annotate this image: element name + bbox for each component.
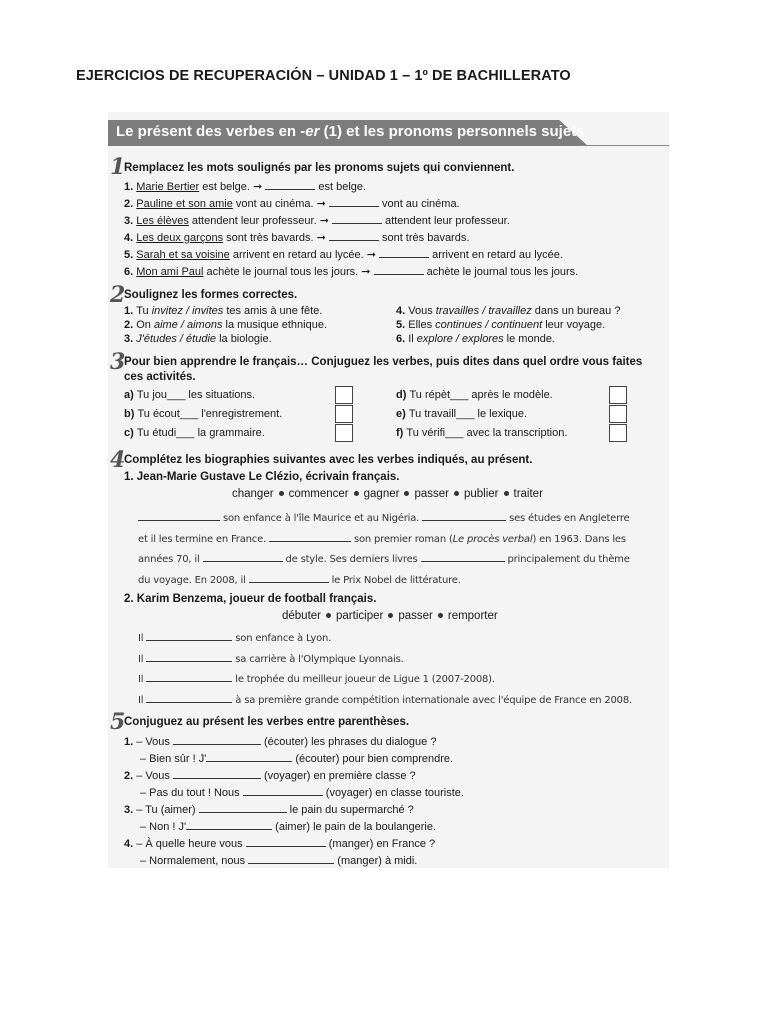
choice-options[interactable]: invitez / invites bbox=[151, 305, 224, 317]
sentence-part: Tu vérifi___ avec la transcription. bbox=[406, 427, 568, 439]
answer-blank[interactable] bbox=[146, 692, 232, 703]
biography-1-line bbox=[138, 572, 461, 586]
item-number: 4. bbox=[124, 232, 137, 244]
exercise-3-row bbox=[124, 389, 255, 401]
item-number: 3. bbox=[124, 215, 137, 227]
item-number: 4. bbox=[124, 838, 137, 850]
choice-options[interactable]: continues / continuent bbox=[435, 319, 543, 331]
banner-title: Le présent des verbes en -er (1) et les pronoms personnels sujets bbox=[116, 123, 585, 140]
item-letter: d) bbox=[396, 389, 410, 401]
exercise-2-row bbox=[396, 305, 620, 317]
exercise-1-row bbox=[124, 247, 563, 261]
sentence-part: Il bbox=[138, 694, 147, 706]
sentence-part: est belge. bbox=[315, 181, 367, 193]
sentence-part: attendent leur professeur. ➞ bbox=[188, 215, 332, 227]
answer-blank[interactable] bbox=[249, 572, 329, 583]
answer-blank[interactable] bbox=[248, 853, 334, 864]
sentence-part: arrivent en retard au lycée. bbox=[429, 249, 563, 261]
bullet-dot bbox=[404, 491, 409, 496]
pronoun-blank[interactable] bbox=[329, 230, 379, 241]
sentence-part: son enfance à l'île Maurice et au Nigéria. bbox=[220, 513, 423, 524]
order-checkbox[interactable] bbox=[609, 424, 627, 442]
biography-1-line bbox=[138, 551, 630, 565]
underlined-subject: Marie Bertier bbox=[136, 181, 200, 193]
sentence-part: (manger) à midi. bbox=[334, 855, 418, 867]
answer-blank[interactable] bbox=[173, 734, 261, 745]
choice-options[interactable]: J'études / étudie bbox=[136, 333, 217, 345]
item-number: 4. bbox=[396, 305, 409, 317]
biography-2-line bbox=[138, 692, 632, 706]
answer-blank[interactable] bbox=[243, 785, 323, 796]
bullet-dot bbox=[326, 613, 331, 618]
sentence-part: la musique ethnique. bbox=[222, 319, 328, 331]
choice-options[interactable]: travailles / travaillez bbox=[435, 305, 532, 317]
verb: participer bbox=[336, 610, 384, 622]
sentence-part: (manger) en France ? bbox=[325, 838, 436, 850]
bullet-dot bbox=[438, 613, 443, 618]
bullet-dot bbox=[504, 491, 509, 496]
sentence-part: ) en 1963. Dans les bbox=[532, 533, 626, 545]
biography-2-line bbox=[138, 630, 331, 644]
biography-2-title: 2. Karim Benzema, joueur de football français. bbox=[124, 593, 377, 605]
answer-blank[interactable] bbox=[203, 551, 283, 562]
sentence-part: Tu travaill___ le lexique. bbox=[408, 408, 528, 420]
sentence-part: le Prix Nobel de littérature. bbox=[328, 574, 461, 586]
exercise-3-row bbox=[396, 427, 567, 439]
exercise-1-row bbox=[124, 196, 460, 210]
sentence-part: – Non ! J' bbox=[140, 821, 187, 833]
item-number: 1. bbox=[124, 736, 137, 748]
underlined-subject: Pauline et son amie bbox=[136, 198, 233, 210]
item-letter: b) bbox=[124, 408, 138, 420]
verb: commencer bbox=[288, 488, 349, 500]
exercise-5-answer bbox=[140, 785, 464, 799]
sentence-part: – Vous bbox=[136, 770, 173, 782]
exercise-2-row bbox=[396, 333, 555, 345]
item-number: 3. bbox=[124, 804, 137, 816]
biography-1-verb-list bbox=[232, 488, 543, 500]
sentence-part: (écouter) pour bien comprendre. bbox=[292, 753, 454, 765]
sentence-part: principalement du thème bbox=[504, 554, 630, 565]
biography-1-title: 1. Jean-Marie Gustave Le Clézio, écrivain français. bbox=[124, 471, 400, 483]
exercise-1-number: 1 bbox=[110, 154, 126, 180]
exercise-4-heading: Complétez les biographies suivantes avec les verbes indiqués, au présent. bbox=[124, 454, 533, 466]
order-checkbox[interactable] bbox=[335, 424, 353, 442]
exercise-1-row bbox=[124, 230, 469, 244]
exercise-2-row bbox=[124, 319, 327, 331]
sentence-part: Elles bbox=[408, 319, 436, 331]
answer-blank[interactable] bbox=[422, 510, 506, 521]
exercise-5-answer bbox=[140, 751, 453, 765]
item-number: 6. bbox=[396, 333, 409, 345]
item-number: 6. bbox=[124, 266, 137, 278]
sentence-part: ses études en Angleterre bbox=[506, 513, 630, 524]
sentence-part: Tu écout___ l'enregistrement. bbox=[137, 408, 283, 420]
answer-blank[interactable] bbox=[269, 531, 351, 542]
exercise-2-row bbox=[396, 319, 605, 331]
sentence-part: leur voyage. bbox=[542, 319, 606, 331]
sentence-part: Tu jou___ les situations. bbox=[136, 389, 256, 401]
answer-blank[interactable] bbox=[146, 651, 232, 662]
biography-2-line bbox=[138, 671, 495, 685]
exercise-3-heading-line1: Pour bien apprendre le français… Conjuguez les verbes, puis dites dans quel ordre vous faites bbox=[124, 356, 643, 368]
sentence-part: son premier roman ( bbox=[350, 533, 453, 545]
order-checkbox[interactable] bbox=[335, 405, 353, 423]
section-banner bbox=[108, 120, 669, 146]
item-letter: f) bbox=[396, 427, 407, 439]
underlined-subject: Sarah et sa voisine bbox=[136, 249, 230, 261]
document-title: EJERCICIOS DE RECUPERACIÓN – UNIDAD 1 – 1º DE BACHILLERATO bbox=[76, 68, 571, 84]
sentence-part: sont très bavards. bbox=[378, 232, 470, 244]
verb: traiter bbox=[513, 488, 543, 500]
exercise-5-question bbox=[124, 768, 416, 782]
exercise-5-question bbox=[124, 734, 436, 748]
worksheet bbox=[108, 112, 669, 868]
exercise-5-question bbox=[124, 836, 435, 850]
verb: changer bbox=[232, 488, 274, 500]
sentence-part: vont au cinéma. bbox=[378, 198, 460, 210]
exercise-3-row bbox=[396, 389, 553, 401]
exercise-5-answer bbox=[140, 853, 417, 867]
biography-2-line bbox=[138, 651, 404, 665]
banner-line bbox=[578, 145, 669, 146]
sentence-part: – Tu (aimer) bbox=[136, 804, 199, 816]
exercise-3-row bbox=[124, 427, 265, 439]
exercise-3-row bbox=[124, 408, 282, 420]
sentence-part: est belge. ➞ bbox=[199, 181, 266, 193]
answer-blank[interactable] bbox=[146, 671, 232, 682]
verb: gagner bbox=[363, 488, 400, 500]
answer-blank[interactable] bbox=[199, 802, 287, 813]
order-checkbox[interactable] bbox=[609, 405, 627, 423]
bullet-dot bbox=[388, 613, 393, 618]
sentence-part: attendent leur professeur. bbox=[381, 215, 510, 227]
biography-1-line bbox=[138, 531, 626, 545]
verb: passer bbox=[414, 488, 449, 500]
pronoun-blank[interactable] bbox=[374, 264, 424, 275]
sentence-part: du voyage. En 2008, il bbox=[138, 574, 249, 586]
sentence-part: – À quelle heure vous bbox=[136, 838, 246, 850]
sentence-part: Vous bbox=[408, 305, 436, 317]
order-checkbox[interactable] bbox=[335, 386, 353, 404]
item-number: 1. bbox=[124, 305, 137, 317]
sentence-part: la biologie. bbox=[216, 333, 272, 345]
pronoun-blank[interactable] bbox=[265, 179, 315, 190]
item-number: 2. bbox=[124, 770, 137, 782]
verb: passer bbox=[398, 610, 433, 622]
sentence-part: – Vous bbox=[136, 736, 173, 748]
bullet-dot bbox=[454, 491, 459, 496]
pronoun-blank[interactable] bbox=[329, 196, 379, 207]
sentence-part: Il bbox=[408, 333, 417, 345]
verb: débuter bbox=[282, 610, 322, 622]
sentence-part: sa carrière à l'Olympique Lyonnais. bbox=[232, 653, 404, 665]
item-number: 3. bbox=[124, 333, 137, 345]
answer-blank[interactable] bbox=[146, 630, 232, 641]
exercise-5-answer bbox=[140, 819, 436, 833]
sentence-part: Tu étudi___ la grammaire. bbox=[136, 427, 265, 439]
item-number: 2. bbox=[124, 198, 137, 210]
biography-2-verb-list bbox=[282, 610, 498, 622]
exercise-3-heading-line2: ces activités. bbox=[124, 371, 196, 383]
bullet-dot bbox=[354, 491, 359, 496]
sentence-part: achète le journal tous les jours. bbox=[423, 266, 579, 278]
sentence-part: – Normalement, nous bbox=[140, 855, 249, 867]
underlined-subject: Mon ami Paul bbox=[136, 266, 204, 278]
item-number: 2. bbox=[124, 319, 137, 331]
exercise-5-number: 5 bbox=[110, 709, 126, 735]
sentence-part: et il les termine en France. bbox=[138, 533, 269, 545]
item-number: 1. bbox=[124, 181, 137, 193]
sentence-part: Il bbox=[138, 653, 147, 665]
sentence-part: (aimer) le pain de la boulangerie. bbox=[272, 821, 436, 833]
exercise-1-heading: Remplacez les mots soulignés par les pronoms sujets qui conviennent. bbox=[124, 162, 515, 174]
pronoun-blank[interactable] bbox=[379, 247, 429, 258]
verb: remporter bbox=[447, 610, 498, 622]
underlined-subject: Les élèves bbox=[136, 215, 189, 227]
sentence-part: le trophée du meilleur joueur de Ligue 1 (2007-2008). bbox=[232, 674, 495, 685]
exercise-1-row bbox=[124, 213, 510, 227]
item-letter: c) bbox=[124, 427, 137, 439]
choice-options[interactable]: explore / explores bbox=[416, 333, 504, 345]
biography-1-line bbox=[138, 510, 630, 524]
exercise-3-number: 3 bbox=[110, 349, 126, 375]
sentence-part: vont au cinéma. ➞ bbox=[232, 198, 329, 210]
sentence-part: sont très bavards. ➞ bbox=[223, 232, 329, 244]
exercise-3-row bbox=[396, 408, 527, 420]
answer-blank[interactable] bbox=[421, 551, 505, 562]
sentence-part: achète le journal tous les jours. ➞ bbox=[203, 266, 374, 278]
sentence-part: le pain du supermarché ? bbox=[286, 804, 414, 816]
exercise-4-number: 4 bbox=[110, 447, 126, 473]
item-number: 5. bbox=[124, 249, 137, 261]
sentence-part: de style. Ses derniers livres bbox=[282, 554, 421, 565]
item-number: 5. bbox=[396, 319, 409, 331]
item-letter: e) bbox=[396, 408, 409, 420]
sentence-part: dans un bureau ? bbox=[531, 305, 621, 317]
exercise-5-question bbox=[124, 802, 414, 816]
answer-blank[interactable] bbox=[206, 751, 292, 762]
exercise-2-row bbox=[124, 305, 322, 317]
exercise-5-heading: Conjuguez au présent les verbes entre parenthèses. bbox=[124, 716, 410, 728]
sentence-part: arrivent en retard au lycée. ➞ bbox=[229, 249, 380, 261]
sentence-part: années 70, il bbox=[138, 554, 203, 565]
sentence-part: Tu bbox=[136, 305, 152, 317]
sentence-part: Il bbox=[138, 633, 147, 644]
sentence-part: (voyager) en classe touriste. bbox=[322, 787, 464, 799]
answer-blank[interactable] bbox=[246, 836, 326, 847]
answer-blank[interactable] bbox=[186, 819, 272, 830]
sentence-part: Tu répèt___ après le modèle. bbox=[409, 389, 553, 401]
sentence-part: Il bbox=[138, 674, 147, 685]
exercise-2-number: 2 bbox=[110, 282, 126, 308]
choice-options[interactable]: aime / aimons bbox=[153, 319, 223, 331]
sentence-part: – Pas du tout ! Nous bbox=[140, 787, 243, 799]
underlined-subject: Les deux garçons bbox=[136, 232, 224, 244]
exercise-2-heading: Soulignez les formes correctes. bbox=[124, 289, 298, 301]
sentence-part: tes amis à une fête. bbox=[223, 305, 323, 317]
sentence-part: le monde. bbox=[503, 333, 555, 345]
exercise-1-row bbox=[124, 264, 578, 278]
answer-blank[interactable] bbox=[173, 768, 261, 779]
order-checkbox[interactable] bbox=[609, 386, 627, 404]
sentence-part: (écouter) les phrases du dialogue ? bbox=[260, 736, 437, 748]
item-letter: a) bbox=[124, 389, 137, 401]
bullet-dot bbox=[279, 491, 284, 496]
book-title: Le procès verbal bbox=[452, 533, 533, 545]
sentence-part: à sa première grande compétition internationale avec l'équipe de France en 2008. bbox=[232, 694, 632, 706]
sentence-part: – Bien sûr ! J' bbox=[140, 753, 207, 765]
sentence-part: On bbox=[136, 319, 154, 331]
answer-blank[interactable] bbox=[138, 510, 220, 521]
exercise-2-row bbox=[124, 333, 272, 345]
exercise-1-row bbox=[124, 179, 366, 193]
verb: publier bbox=[463, 488, 499, 500]
pronoun-blank[interactable] bbox=[332, 213, 382, 224]
sentence-part: (voyager) en première classe ? bbox=[260, 770, 416, 782]
sentence-part: son enfance à Lyon. bbox=[232, 633, 332, 644]
